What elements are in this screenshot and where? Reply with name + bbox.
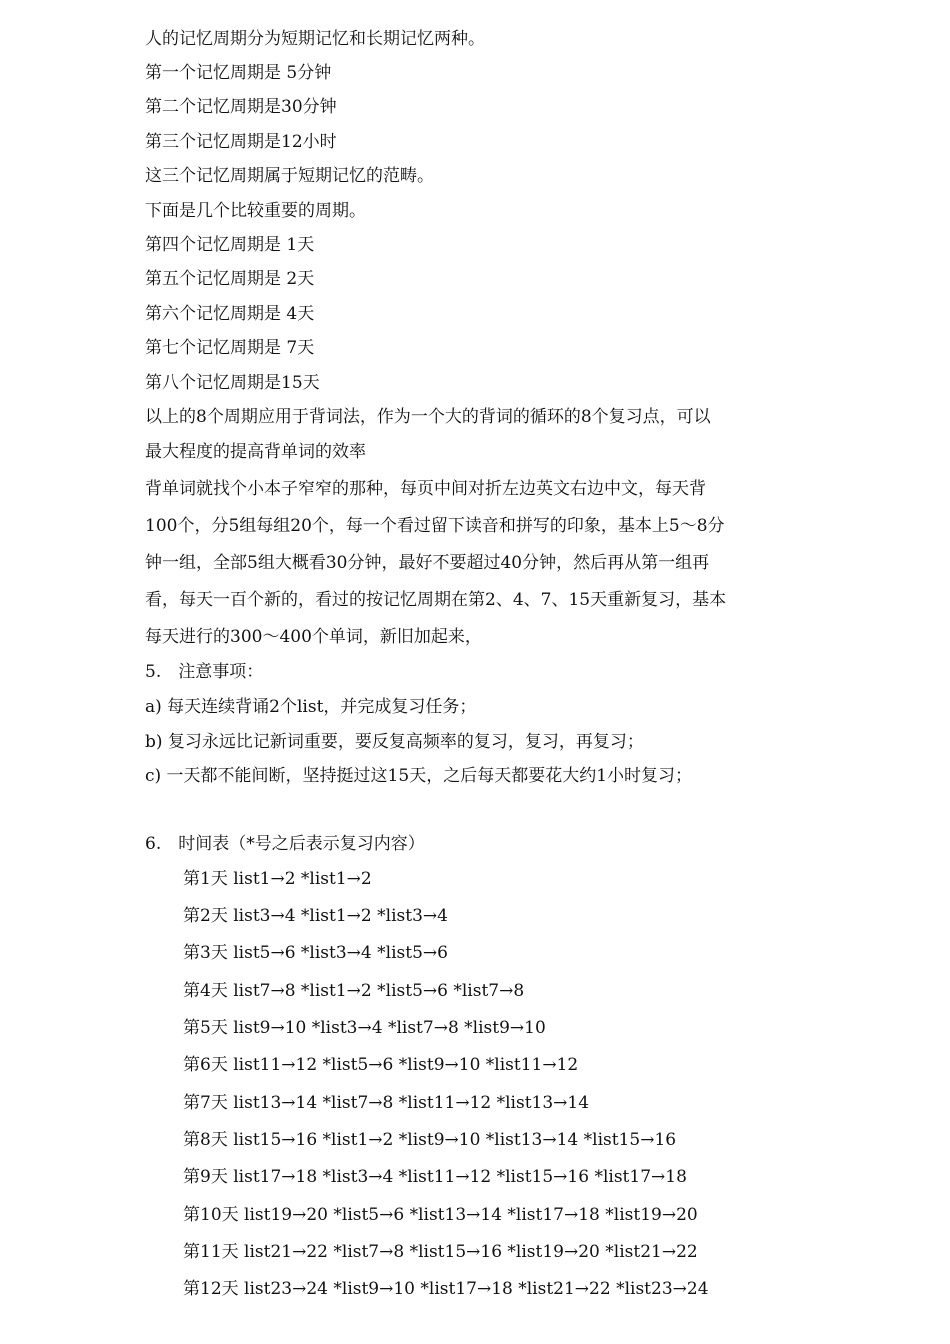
paragraph-line: 最大程度的提高背单词的效率: [145, 442, 366, 462]
schedule-row: 第12天 list23→24 *list9→10 *list17→18 *list21→22 *list23→24: [183, 1279, 709, 1299]
schedule-row: 第7天 list13→14 *list7→8 *list11→12 *list13→14: [183, 1093, 590, 1113]
paragraph-line: 第四个记忆周期是 1天: [145, 235, 315, 255]
paragraph-line: 第三个记忆周期是12小时: [145, 132, 337, 152]
paragraph-line: 人的记忆周期分为短期记忆和长期记忆两种。: [145, 29, 485, 49]
schedule-row: 第4天 list7→8 *list1→2 *list5→6 *list7→8: [183, 981, 525, 1001]
schedule-row: 第8天 list15→16 *list1→2 *list9→10 *list13→14 *list15→16: [183, 1130, 677, 1150]
paragraph-line: 第一个记忆周期是 5分钟: [145, 63, 332, 83]
paragraph-line: 第七个记忆周期是 7天: [145, 338, 315, 358]
schedule-row: 第1天 list1→2 *list1→2: [183, 869, 372, 889]
paragraph-line: 看，每天一百个新的，看过的按记忆周期在第2、4、7、15天重新复习，基本: [145, 590, 727, 610]
schedule-row: 第2天 list3→4 *list1→2 *list3→4: [183, 906, 448, 926]
schedule-row: 第5天 list9→10 *list3→4 *list7→8 *list9→10: [183, 1018, 546, 1038]
list-item: a) 每天连续背诵2个list，并完成复习任务；: [145, 697, 477, 717]
paragraph-line: 第六个记忆周期是 4天: [145, 304, 315, 324]
schedule-row: 第10天 list19→20 *list5→6 *list13→14 *list17→18 *list19→20: [183, 1205, 698, 1225]
list-item: b) 复习永远比记新词重要，要反复高频率的复习，复习，再复习；: [145, 732, 644, 752]
paragraph-line: 第二个记忆周期是30分钟: [145, 97, 337, 117]
schedule-row: 第3天 list5→6 *list3→4 *list5→6: [183, 943, 448, 963]
schedule-row: 第9天 list17→18 *list3→4 *list11→12 *list15→16 *list17→18: [183, 1167, 687, 1187]
schedule-row: 第6天 list11→12 *list5→6 *list9→10 *list11→12: [183, 1055, 579, 1075]
schedule-row: 第11天 list21→22 *list7→8 *list15→16 *list19→20 *list21→22: [183, 1242, 698, 1262]
paragraph-line: 第八个记忆周期是15天: [145, 373, 320, 393]
section-heading: 6. 时间表（*号之后表示复习内容）: [145, 834, 425, 854]
paragraph-line: 钟一组，全部5组大概看30分钟，最好不要超过40分钟，然后再从第一组再: [145, 553, 710, 573]
list-item: c) 一天都不能间断，坚持挺过这15天，之后每天都要花大约1小时复习；: [145, 766, 693, 786]
paragraph-line: 以上的8个周期应用于背词法，作为一个大的背词的循环的8个复习点，可以: [145, 407, 711, 427]
paragraph-line: 下面是几个比较重要的周期。: [145, 201, 366, 221]
paragraph-line: 这三个记忆周期属于短期记忆的范畴。: [145, 166, 434, 186]
paragraph-line: 每天进行的300～400个单词，新旧加起来，: [145, 627, 482, 647]
section-heading: 5. 注意事项：: [145, 662, 264, 682]
paragraph-line: 背单词就找个小本子窄窄的那种，每页中间对折左边英文右边中文，每天背: [145, 479, 706, 499]
paragraph-line: 第五个记忆周期是 2天: [145, 269, 315, 289]
paragraph-line: 100个，分5组每组20个，每一个看过留下读音和拼写的印象，基本上5～8分: [145, 516, 725, 536]
